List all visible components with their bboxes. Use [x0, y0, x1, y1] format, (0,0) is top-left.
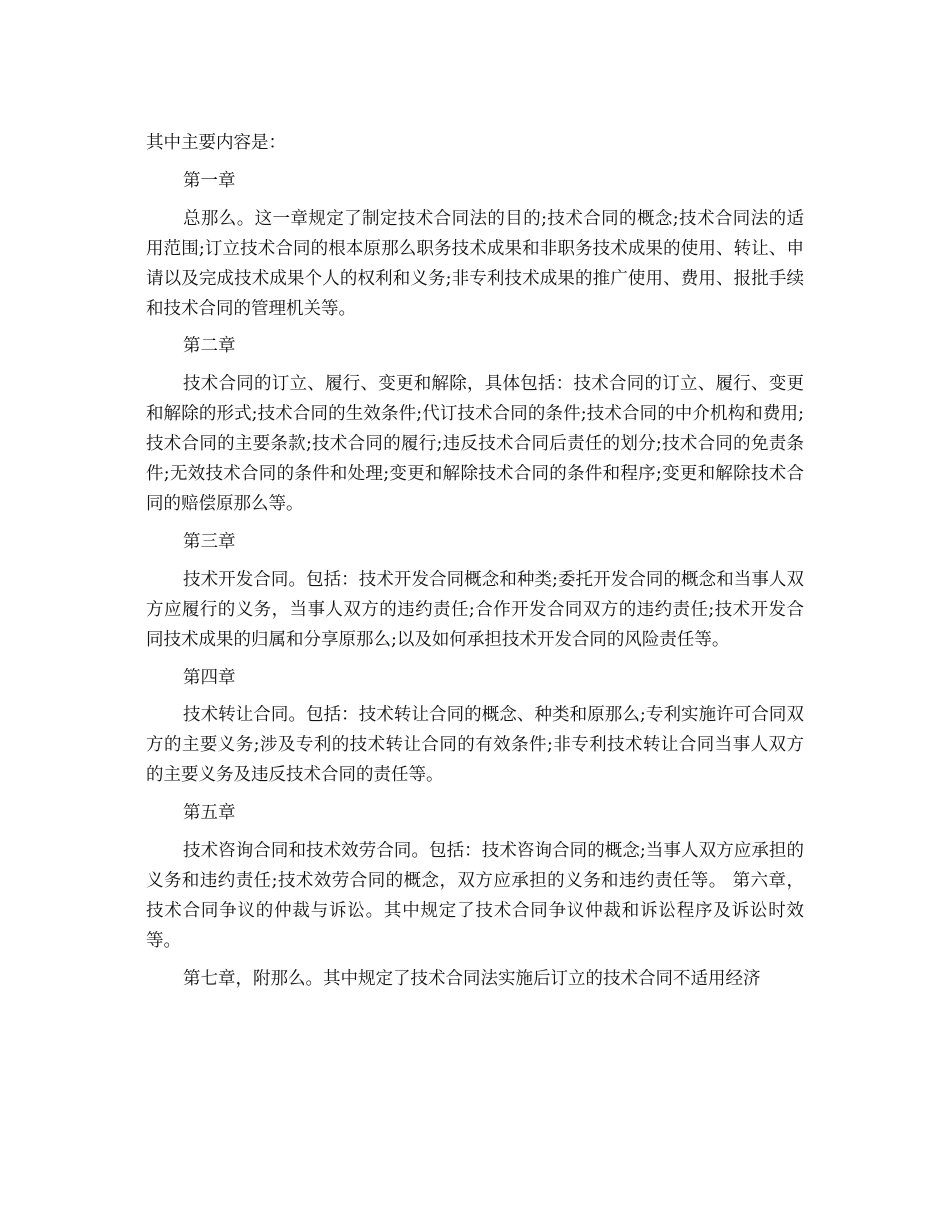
- chapter-4-heading: 第四章: [183, 667, 236, 688]
- chapter-3-body: 技术开发合同。包括：技术开发合同概念和种类;委托开发合同的概念和当事人双方应履行的义务，当事人双方的违约责任;合作开发合同双方的违约责任;技术开发合同技术成果的归属和分享原那么;以及如何承担技术开发合同的风险责任等。: [146, 569, 804, 650]
- chapter-3-heading: 第三章: [183, 531, 236, 552]
- chapter-1-body: 总那么。这一章规定了制定技术合同法的目的;技术合同的概念;技术合同法的适用范围;订立技术合同的根本原那么职务技术成果和非职务技术成果的使用、转让、申请以及完成技术成果个人的权利和义务;非专利技术成果的推广使用、费用、报批手续和技术合同的管理机关等。: [146, 208, 804, 319]
- document-body: [146, 128, 804, 1002]
- chapter-4-body: 技术转让合同。包括：技术转让合同的概念、种类和原那么;专利实施许可合同双方的主要义务;涉及专利的技术转让合同的有效条件;非专利技术转让合同当事人双方的主要义务及违反技术合同的责任等。: [146, 705, 804, 786]
- closing-paragraph: 第七章，附那么。其中规定了技术合同法实施后订立的技术合同不适用经济: [183, 968, 761, 989]
- chapter-1-heading: 第一章: [183, 170, 236, 191]
- chapter-2-body: 技术合同的订立、履行、变更和解除，具体包括：技术合同的订立、履行、变更和解除的形式;技术合同的生效条件;代订技术合同的条件;技术合同的中介机构和费用;技术合同的主要条款;技术合同的履行;违反技术合同后责任的划分;技术合同的免责条件;无效技术合同的条件和处理;变更和解除技术合同的条件和程序;变更和解除技术合同的赔偿原那么等。: [146, 374, 804, 515]
- intro-text: 其中主要内容是：: [146, 133, 286, 153]
- chapter-5-body: 技术咨询合同和技术效劳合同。包括：技术咨询合同的概念;当事人双方应承担的义务和违约责任;技术效劳合同的概念，双方应承担的义务和违约责任等。 第六章，技术合同争议的仲裁与诉讼。其中规定了技术合同争议仲裁和诉讼程序及诉讼时效等。: [146, 840, 804, 951]
- chapter-2-heading: 第二章: [183, 336, 236, 357]
- chapter-5-heading: 第五章: [183, 803, 236, 824]
